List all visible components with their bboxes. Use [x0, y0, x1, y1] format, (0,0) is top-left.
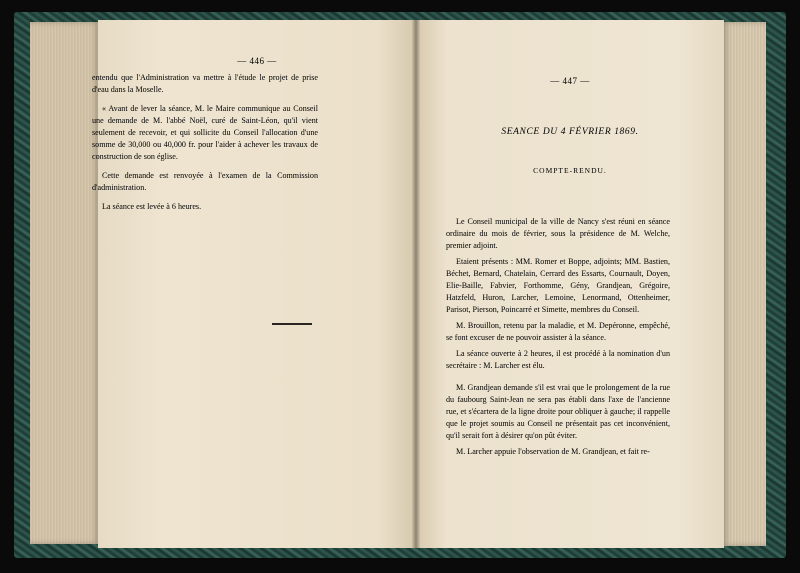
paragraph: M. Brouillon, retenu par la maladie, et M. Depéronne, empêché, se font excuser de ne pouvoir assister à la séance. [446, 321, 670, 342]
page-edges-right [722, 22, 766, 546]
left-page-body [92, 72, 318, 220]
paragraph: M. Larcher appuie l'observation de M. Grandjean, et fait re- [456, 447, 650, 456]
session-subtitle: COMPTE-RENDU. [533, 166, 607, 175]
page-edges-left [30, 22, 100, 544]
section-end-rule [272, 323, 312, 325]
paragraph: La séance ouverte à 2 heures, il est procédé à la nomination d'un secrétaire : M. Larcher est élu. [446, 349, 670, 370]
right-page-number: — 447 — [550, 76, 590, 86]
paragraph: Etaient présents : MM. Romer et Boppe, adjoints; MM. Bastien, Béchet, Bernard, Chatelain, Cerrard des Essarts, Cournault, Doyen, Elie-Baille, Fabvier, Forthomme, Gény, Grandjean, Grégoire, Hatzfeld, Huron, Larcher, Lemoine, Lenormand, Ottenheimer, Parisot, Pierson, Poincarré et Simette, membres du Conseil. [446, 257, 670, 314]
paragraph: Cette demande est renvoyée à l'examen de la Commission d'administration. [92, 171, 318, 192]
paragraph: « Avant de lever la séance, M. le Maire communique au Conseil une demande de M. l'abbé Noël, curé de Saint-Léon, qu'il vient seulement de recevoir, et qui sollicite du Conseil l'allocation d'une somme de 30,000 ou 40,000 fr. pour l'aider à achever les travaux de construction de son église. [92, 104, 318, 161]
left-page-number: — 446 — [237, 56, 277, 66]
paragraph: M. Grandjean demande s'il est vrai que le prolongement de la rue du faubourg Saint-Jean ne sera pas établi dans l'axe de l'ancienne rue, et s'écartera de la ligne droite pour obliquer à gauche; il rappelle que le projet soumis au Conseil ne présentait pas cet inconvénient, qu'il serait fort à désirer qu'on pût éviter. [446, 383, 670, 440]
paragraph: La séance est levée à 6 heures. [102, 202, 202, 211]
right-page-body [446, 216, 670, 462]
paragraph: entendu que l'Administration va mettre à l'étude le projet de prise d'eau dans la Moselle. [92, 73, 318, 94]
book-gutter [412, 20, 420, 548]
paragraph: Le Conseil municipal de la ville de Nancy s'est réuni en séance ordinaire du mois de février, sous la présidence de M. Welche, premier adjoint. [446, 217, 670, 250]
session-title: SEANCE DU 4 FÉVRIER 1869. [501, 127, 639, 137]
